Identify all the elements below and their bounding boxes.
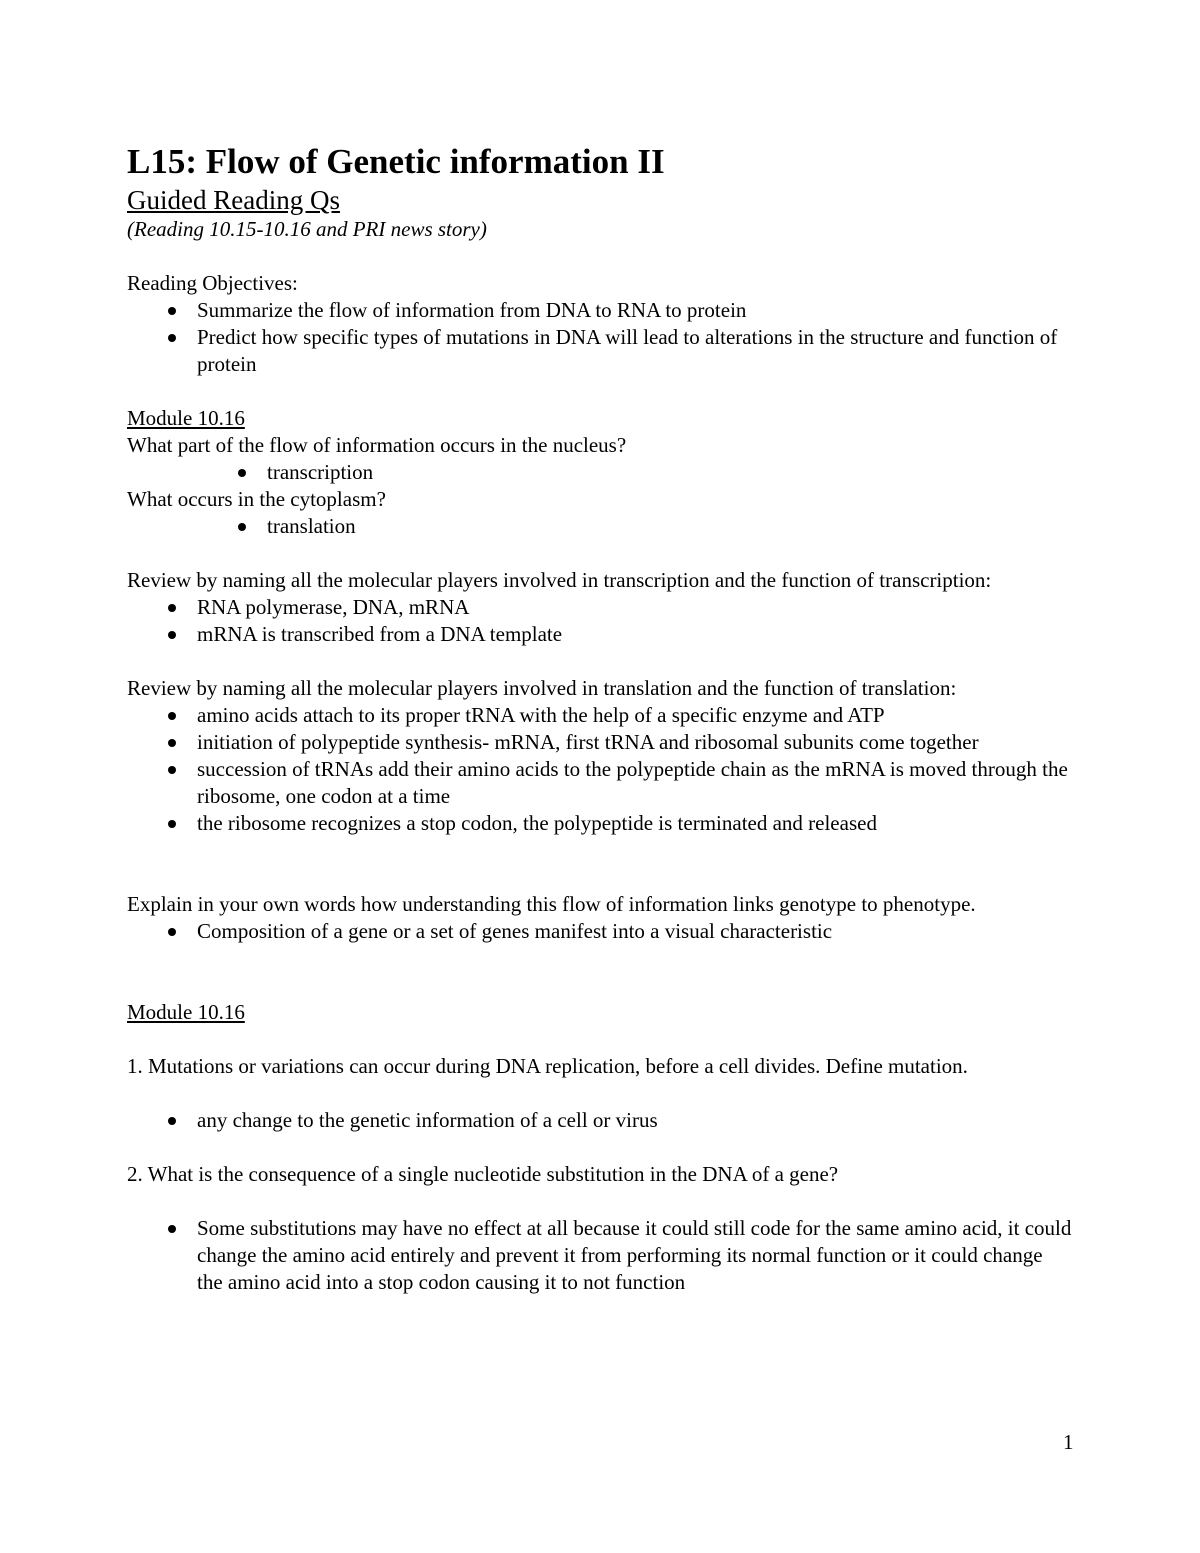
question: Explain in your own words how understanding this flow of information links genotype to phenotype. — [127, 892, 976, 916]
document-page — [127, 140, 1072, 1296]
question: What occurs in the cytoplasm? — [127, 487, 386, 511]
objectives-list — [127, 297, 1072, 378]
list-item: Predict how specific types of mutations in DNA will lead to alterations in the structure and function of protein — [127, 324, 1072, 378]
answer-item: RNA polymerase, DNA, mRNA — [127, 594, 1072, 621]
question: What part of the flow of information occurs in the nucleus? — [127, 433, 627, 457]
answer-item: Composition of a gene or a set of genes manifest into a visual characteristic — [127, 918, 1072, 945]
answer-item: any change to the genetic information of a cell or virus — [127, 1107, 1072, 1134]
answer-item: initiation of polypeptide synthesis- mRNA, first tRNA and ribosomal subunits come together — [127, 729, 1072, 756]
page-number: 1 — [1063, 1430, 1074, 1454]
answer-item: Some substitutions may have no effect at all because it could still code for the same amino acid, it could change the amino acid entirely and prevent it from performing its normal function or it could change the amino acid into a stop codon causing it to not function — [127, 1215, 1072, 1296]
question: 1. Mutations or variations can occur during DNA replication, before a cell divides. Define mutation. — [127, 1054, 968, 1078]
page-subtitle: Guided Reading Qs — [127, 185, 340, 215]
module-heading: Module 10.16 — [127, 1000, 245, 1024]
answer-item: transcription — [127, 459, 1072, 486]
answer-item: translation — [127, 513, 1072, 540]
list-item: Summarize the flow of information from DNA to RNA to protein — [127, 297, 1072, 324]
module-heading: Module 10.16 — [127, 406, 245, 430]
answer-item: amino acids attach to its proper tRNA with the help of a specific enzyme and ATP — [127, 702, 1072, 729]
question: 2. What is the consequence of a single nucleotide substitution in the DNA of a gene? — [127, 1162, 839, 1186]
question: Review by naming all the molecular players involved in transcription and the function of transcription: — [127, 568, 992, 592]
question: Review by naming all the molecular players involved in translation and the function of translation: — [127, 676, 957, 700]
answer-item: succession of tRNAs add their amino acids to the polypeptide chain as the mRNA is moved through the ribosome, one codon at a time — [127, 756, 1072, 810]
answer-item: the ribosome recognizes a stop codon, the polypeptide is terminated and released — [127, 810, 1072, 837]
objectives-heading: Reading Objectives: — [127, 271, 298, 295]
page-title: L15: Flow of Genetic information II — [127, 142, 665, 181]
reading-note: (Reading 10.15-10.16 and PRI news story) — [127, 217, 487, 241]
answer-item: mRNA is transcribed from a DNA template — [127, 621, 1072, 648]
